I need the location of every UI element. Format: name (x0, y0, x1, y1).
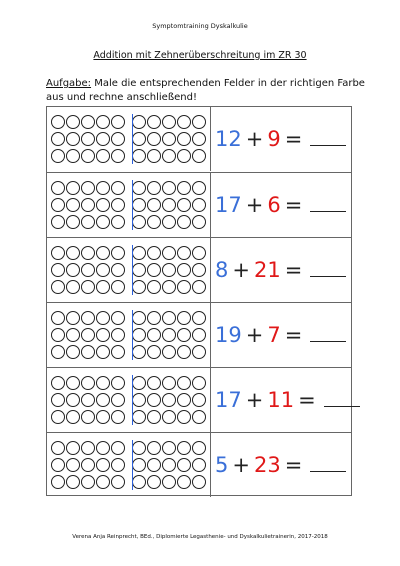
counting-circle[interactable] (192, 115, 206, 129)
equals-sign: = (284, 323, 303, 347)
circle-grid[interactable] (51, 113, 206, 165)
counting-circle[interactable] (81, 115, 95, 129)
counting-circle[interactable] (177, 393, 191, 407)
plus-sign: + (245, 388, 264, 412)
counting-circle[interactable] (66, 115, 80, 129)
counting-circle[interactable] (66, 132, 80, 146)
counting-circle[interactable] (147, 132, 161, 146)
counting-circle[interactable] (192, 246, 206, 260)
counting-circle[interactable] (162, 215, 176, 229)
counting-circle[interactable] (132, 410, 146, 424)
equation (215, 368, 360, 432)
counting-circle[interactable] (96, 149, 110, 163)
counting-circle[interactable] (162, 263, 176, 277)
counting-circle[interactable] (111, 410, 125, 424)
counting-circle[interactable] (96, 345, 110, 359)
counting-circle[interactable] (162, 311, 176, 325)
counting-circle[interactable] (192, 311, 206, 325)
counting-circle[interactable] (96, 475, 110, 489)
counting-circle[interactable] (111, 393, 125, 407)
counting-circle[interactable] (66, 376, 80, 390)
counting-circle[interactable] (147, 198, 161, 212)
exercise-row (47, 172, 351, 237)
answer-blank[interactable] (324, 392, 360, 407)
equation (215, 303, 346, 367)
counting-circle[interactable] (51, 410, 65, 424)
counting-circle[interactable] (51, 328, 65, 342)
worksheet-title: Addition mit Zehnerüberschreitung im ZR 30 (93, 50, 307, 61)
task-text: Male die entsprechenden Felder in der richtigen Farbe aus und rechne anschließend! (46, 78, 365, 103)
counting-circle[interactable] (66, 215, 80, 229)
counting-circle[interactable] (177, 149, 191, 163)
counting-circle[interactable] (81, 475, 95, 489)
answer-blank[interactable] (310, 457, 346, 472)
counting-circle[interactable] (51, 181, 65, 195)
counting-circle[interactable] (192, 198, 206, 212)
counting-circle[interactable] (162, 441, 176, 455)
counting-circle[interactable] (192, 410, 206, 424)
counting-circle[interactable] (96, 311, 110, 325)
first-number: 17 (215, 193, 242, 217)
first-number: 5 (215, 453, 229, 477)
equals-sign: = (284, 127, 303, 151)
column-divider (210, 303, 211, 367)
counting-circle[interactable] (111, 198, 125, 212)
column-divider (210, 433, 211, 497)
counting-circle[interactable] (111, 311, 125, 325)
counting-circle[interactable] (96, 198, 110, 212)
counting-circle[interactable] (51, 393, 65, 407)
counting-circle[interactable] (51, 311, 65, 325)
exercise-row (47, 237, 351, 302)
counting-circle[interactable] (96, 181, 110, 195)
counting-circle[interactable] (147, 181, 161, 195)
equation (215, 238, 346, 302)
counting-circle[interactable] (192, 181, 206, 195)
counting-circle[interactable] (96, 376, 110, 390)
counting-circle[interactable] (162, 393, 176, 407)
counting-circle[interactable] (66, 263, 80, 277)
second-number: 21 (253, 258, 281, 282)
counting-circle[interactable] (111, 263, 125, 277)
counting-circle[interactable] (51, 115, 65, 129)
counting-circle[interactable] (132, 181, 146, 195)
equation (215, 433, 346, 497)
counting-circle[interactable] (162, 246, 176, 260)
counting-circle[interactable] (147, 215, 161, 229)
counting-circle[interactable] (147, 410, 161, 424)
counting-circle[interactable] (177, 328, 191, 342)
counting-circle[interactable] (132, 215, 146, 229)
counting-circle[interactable] (111, 246, 125, 260)
equals-sign: = (298, 388, 316, 412)
counting-circle[interactable] (51, 345, 65, 359)
counting-circle[interactable] (111, 149, 125, 163)
five-divider-line (132, 440, 133, 490)
exercise-row (47, 107, 351, 172)
counting-circle[interactable] (111, 376, 125, 390)
answer-blank[interactable] (310, 197, 346, 212)
counting-circle[interactable] (147, 115, 161, 129)
second-number: 23 (253, 453, 281, 477)
counting-circle[interactable] (177, 345, 191, 359)
counting-circle[interactable] (81, 263, 95, 277)
exercise-table (46, 106, 352, 496)
plus-sign: + (232, 453, 250, 477)
counting-circle[interactable] (81, 246, 95, 260)
first-number: 19 (215, 323, 242, 347)
counting-circle[interactable] (96, 132, 110, 146)
counting-circle[interactable] (147, 458, 161, 472)
counting-circle[interactable] (162, 280, 176, 294)
counting-circle[interactable] (132, 393, 146, 407)
counting-circle[interactable] (66, 441, 80, 455)
counting-circle[interactable] (111, 458, 125, 472)
counting-circle[interactable] (66, 328, 80, 342)
counting-circle[interactable] (51, 280, 65, 294)
counting-circle[interactable] (51, 246, 65, 260)
counting-circle[interactable] (132, 328, 146, 342)
counting-circle[interactable] (81, 280, 95, 294)
counting-circle[interactable] (51, 263, 65, 277)
exercise-row (47, 367, 351, 432)
counting-circle[interactable] (81, 441, 95, 455)
counting-circle[interactable] (132, 475, 146, 489)
column-divider (210, 238, 211, 302)
counting-circle[interactable] (132, 115, 146, 129)
five-divider-line (132, 114, 133, 164)
equals-sign: = (284, 453, 303, 477)
counting-circle[interactable] (192, 345, 206, 359)
answer-blank[interactable] (310, 131, 346, 146)
equals-sign: = (284, 193, 303, 217)
counting-circle[interactable] (132, 246, 146, 260)
first-number: 17 (215, 388, 242, 412)
counting-circle[interactable] (192, 280, 206, 294)
plus-sign: + (245, 127, 264, 151)
counting-circle[interactable] (66, 198, 80, 212)
counting-circle[interactable] (192, 263, 206, 277)
counting-circle[interactable] (192, 215, 206, 229)
counting-circle[interactable] (177, 410, 191, 424)
counting-circle[interactable] (177, 115, 191, 129)
counting-circle[interactable] (192, 475, 206, 489)
counting-circle[interactable] (147, 393, 161, 407)
counting-circle[interactable] (147, 475, 161, 489)
counting-circle[interactable] (111, 215, 125, 229)
counting-circle[interactable] (96, 393, 110, 407)
counting-circle[interactable] (147, 311, 161, 325)
counting-circle[interactable] (111, 280, 125, 294)
counting-circle[interactable] (51, 441, 65, 455)
counting-circle[interactable] (111, 441, 125, 455)
counting-circle[interactable] (51, 475, 65, 489)
counting-circle[interactable] (81, 132, 95, 146)
counting-circle[interactable] (192, 441, 206, 455)
counting-circle[interactable] (177, 198, 191, 212)
five-divider-line (132, 310, 133, 360)
counting-circle[interactable] (177, 280, 191, 294)
counting-circle[interactable] (81, 345, 95, 359)
counting-circle[interactable] (192, 376, 206, 390)
counting-circle[interactable] (177, 263, 191, 277)
counting-circle[interactable] (132, 458, 146, 472)
counting-circle[interactable] (162, 115, 176, 129)
five-divider-line (132, 375, 133, 425)
counting-circle[interactable] (96, 441, 110, 455)
counting-circle[interactable] (66, 345, 80, 359)
equation (215, 107, 346, 171)
counting-circle[interactable] (66, 410, 80, 424)
counting-circle[interactable] (192, 132, 206, 146)
first-number: 12 (215, 127, 242, 151)
counting-circle[interactable] (177, 311, 191, 325)
circle-grid[interactable] (51, 244, 206, 296)
counting-circle[interactable] (177, 475, 191, 489)
counting-circle[interactable] (66, 149, 80, 163)
counting-circle[interactable] (192, 458, 206, 472)
answer-blank[interactable] (310, 327, 346, 342)
counting-circle[interactable] (177, 458, 191, 472)
counting-circle[interactable] (96, 246, 110, 260)
counting-circle[interactable] (96, 115, 110, 129)
counting-circle[interactable] (162, 198, 176, 212)
counting-circle[interactable] (66, 311, 80, 325)
counting-circle[interactable] (147, 345, 161, 359)
counting-circle[interactable] (66, 181, 80, 195)
second-number: 6 (267, 193, 281, 217)
five-divider-line (132, 180, 133, 230)
exercise-row (47, 302, 351, 367)
counting-circle[interactable] (66, 246, 80, 260)
first-number: 8 (215, 258, 229, 282)
counting-circle[interactable] (81, 215, 95, 229)
counting-circle[interactable] (96, 328, 110, 342)
counting-circle[interactable] (192, 149, 206, 163)
counting-circle[interactable] (162, 410, 176, 424)
counting-circle[interactable] (177, 181, 191, 195)
counting-circle[interactable] (147, 376, 161, 390)
counting-circle[interactable] (96, 263, 110, 277)
task-label: Aufgabe: (46, 78, 92, 89)
counting-circle[interactable] (81, 311, 95, 325)
counting-circle[interactable] (147, 263, 161, 277)
answer-blank[interactable] (310, 262, 346, 277)
counting-circle[interactable] (111, 115, 125, 129)
counting-circle[interactable] (51, 149, 65, 163)
counting-circle[interactable] (111, 475, 125, 489)
counting-circle[interactable] (81, 458, 95, 472)
counting-circle[interactable] (96, 280, 110, 294)
counting-circle[interactable] (132, 280, 146, 294)
counting-circle[interactable] (162, 376, 176, 390)
counting-circle[interactable] (81, 410, 95, 424)
circle-grid[interactable] (51, 309, 206, 361)
counting-circle[interactable] (147, 280, 161, 294)
page-footer: Verena Anja Reinprecht, BEd., Diplomierte Legasthenie- und Dyskalkulietrainerin, 2017-2018 (72, 534, 328, 540)
counting-circle[interactable] (192, 393, 206, 407)
counting-circle[interactable] (66, 280, 80, 294)
counting-circle[interactable] (51, 198, 65, 212)
counting-circle[interactable] (162, 475, 176, 489)
counting-circle[interactable] (192, 328, 206, 342)
counting-circle[interactable] (147, 441, 161, 455)
counting-circle[interactable] (111, 345, 125, 359)
counting-circle[interactable] (66, 393, 80, 407)
counting-circle[interactable] (147, 246, 161, 260)
counting-circle[interactable] (81, 376, 95, 390)
counting-circle[interactable] (177, 246, 191, 260)
counting-circle[interactable] (132, 198, 146, 212)
counting-circle[interactable] (162, 458, 176, 472)
counting-circle[interactable] (66, 458, 80, 472)
second-number: 9 (267, 127, 281, 151)
counting-circle[interactable] (81, 198, 95, 212)
plus-sign: + (245, 323, 264, 347)
counting-circle[interactable] (132, 132, 146, 146)
counting-circle[interactable] (177, 132, 191, 146)
counting-circle[interactable] (51, 458, 65, 472)
counting-circle[interactable] (96, 410, 110, 424)
counting-circle[interactable] (177, 215, 191, 229)
circle-grid[interactable] (51, 374, 206, 426)
counting-circle[interactable] (81, 328, 95, 342)
column-divider (210, 368, 211, 432)
equals-sign: = (284, 258, 303, 282)
counting-circle[interactable] (96, 215, 110, 229)
counting-circle[interactable] (162, 149, 176, 163)
counting-circle[interactable] (111, 132, 125, 146)
five-divider-line (132, 245, 133, 295)
equation (215, 173, 346, 237)
task-instructions (46, 77, 366, 105)
circle-grid[interactable] (51, 439, 206, 491)
counting-circle[interactable] (177, 441, 191, 455)
counting-circle[interactable] (162, 328, 176, 342)
plus-sign: + (232, 258, 250, 282)
counting-circle[interactable] (162, 132, 176, 146)
counting-circle[interactable] (111, 181, 125, 195)
page-header: Symptomtraining Dyskalkulie (152, 22, 248, 30)
counting-circle[interactable] (132, 441, 146, 455)
counting-circle[interactable] (147, 328, 161, 342)
counting-circle[interactable] (162, 345, 176, 359)
counting-circle[interactable] (51, 215, 65, 229)
counting-circle[interactable] (147, 149, 161, 163)
counting-circle[interactable] (81, 393, 95, 407)
counting-circle[interactable] (81, 181, 95, 195)
counting-circle[interactable] (66, 475, 80, 489)
counting-circle[interactable] (96, 458, 110, 472)
column-divider (210, 107, 211, 171)
circle-grid[interactable] (51, 179, 206, 231)
counting-circle[interactable] (51, 376, 65, 390)
counting-circle[interactable] (132, 263, 146, 277)
counting-circle[interactable] (162, 181, 176, 195)
counting-circle[interactable] (177, 376, 191, 390)
counting-circle[interactable] (81, 149, 95, 163)
counting-circle[interactable] (132, 345, 146, 359)
column-divider (210, 173, 211, 237)
second-number: 11 (267, 388, 295, 412)
exercise-row (47, 432, 351, 497)
counting-circle[interactable] (51, 132, 65, 146)
counting-circle[interactable] (132, 311, 146, 325)
counting-circle[interactable] (132, 376, 146, 390)
second-number: 7 (267, 323, 281, 347)
plus-sign: + (245, 193, 264, 217)
counting-circle[interactable] (111, 328, 125, 342)
counting-circle[interactable] (132, 149, 146, 163)
